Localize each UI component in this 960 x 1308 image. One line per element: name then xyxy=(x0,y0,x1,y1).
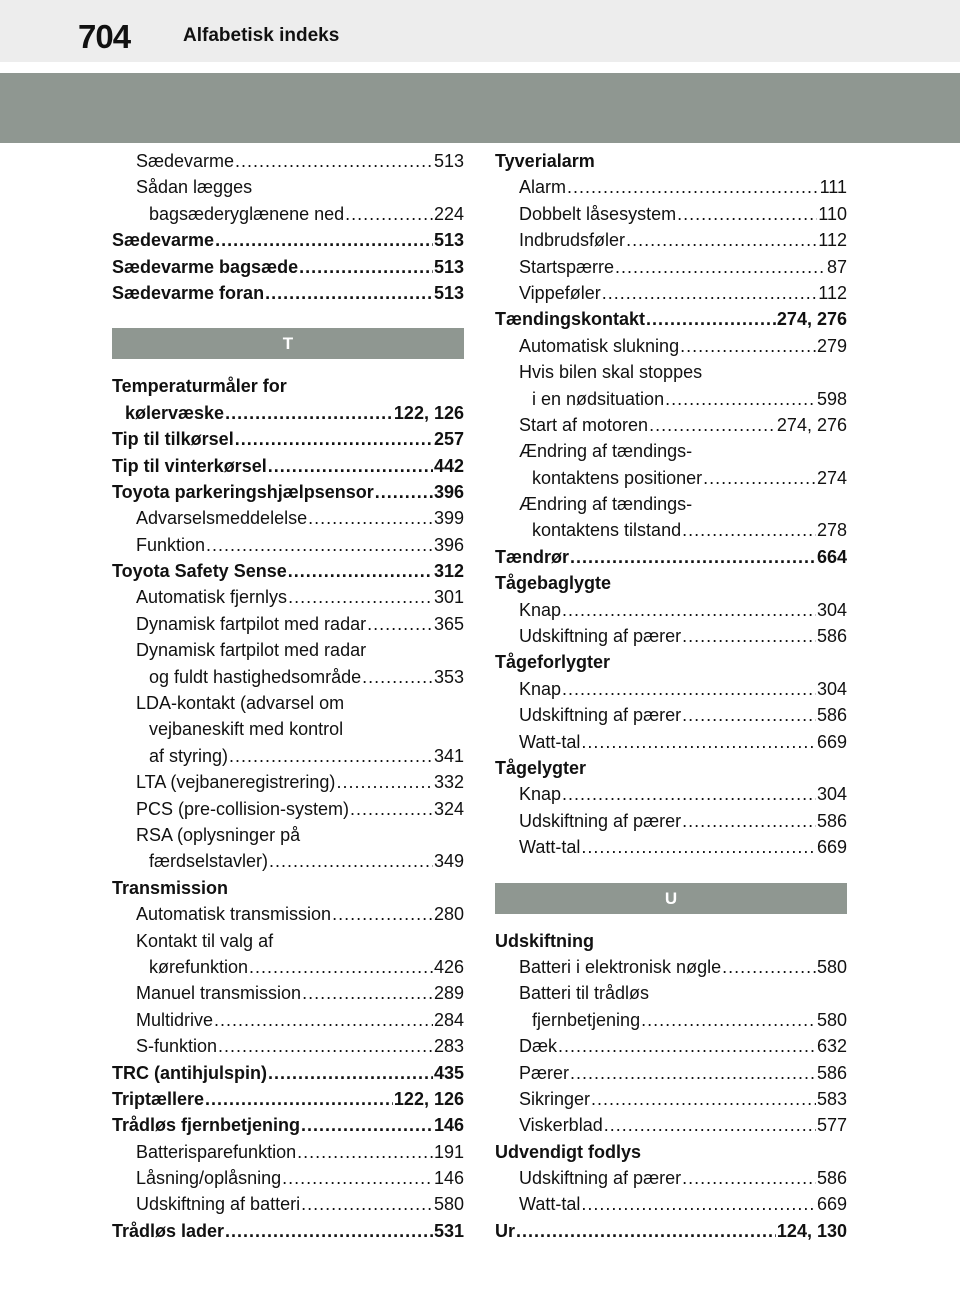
dot-leader xyxy=(562,597,816,623)
dot-leader xyxy=(302,980,433,1006)
entry-text: Tændrør xyxy=(495,546,569,567)
index-entry xyxy=(495,834,847,860)
entry-text: Automatisk fjernlys xyxy=(136,587,288,608)
index-entry xyxy=(495,597,847,623)
index-entry xyxy=(112,980,464,1006)
index-entry xyxy=(112,280,464,306)
dot-leader xyxy=(558,1033,816,1059)
dot-leader xyxy=(214,1007,433,1033)
entry-text: Watt-tal xyxy=(519,837,581,858)
entry-text: Sædevarme bagsæde xyxy=(112,256,299,277)
page-ref: 301 xyxy=(433,587,464,608)
page-ref: 279 xyxy=(816,335,847,356)
index-entry xyxy=(495,386,847,412)
page-ref: 586 xyxy=(816,1168,847,1189)
dot-leader xyxy=(680,333,816,359)
page-number: 704 xyxy=(78,18,131,55)
index-column-left xyxy=(112,148,464,1244)
entry-text: bagsæderyglænene ned xyxy=(149,203,345,224)
page-ref: 664 xyxy=(816,546,847,567)
dot-leader xyxy=(288,584,433,610)
index-heading: Ændring af tændings- xyxy=(519,494,693,515)
page-ref: 586 xyxy=(816,705,847,726)
index-entry xyxy=(495,1218,847,1244)
dot-leader xyxy=(345,201,433,227)
entry-text: Dobbelt låsesystem xyxy=(519,203,677,224)
index-entry xyxy=(112,505,464,531)
page-ref: 124, 130 xyxy=(776,1220,847,1241)
page-ref: 324 xyxy=(433,798,464,819)
index-entry xyxy=(112,664,464,690)
page-ref: 577 xyxy=(816,1115,847,1136)
page-ref: 580 xyxy=(816,1009,847,1030)
dot-leader xyxy=(703,465,816,491)
page-ref: 396 xyxy=(433,534,464,555)
dot-leader xyxy=(206,532,433,558)
entry-text: Startspærre xyxy=(519,256,615,277)
dot-leader xyxy=(336,769,433,795)
entry-text: Trådløs fjernbetjening xyxy=(112,1115,301,1136)
entry-text: Knap xyxy=(519,599,562,620)
dot-leader xyxy=(665,386,816,412)
entry-text: færdselstavler) xyxy=(149,851,269,872)
dot-leader xyxy=(602,280,818,306)
entry-text: Sædevarme foran xyxy=(112,282,265,303)
index-entry xyxy=(112,558,464,584)
dot-leader xyxy=(570,1060,816,1086)
index-entry xyxy=(495,1165,847,1191)
index-entry xyxy=(495,280,847,306)
page-ref: 426 xyxy=(433,956,464,977)
entry-text: Funktion xyxy=(136,534,206,555)
index-entry xyxy=(112,254,464,280)
page-ref: 353 xyxy=(433,666,464,687)
dot-leader xyxy=(516,1218,776,1244)
dot-leader xyxy=(641,1007,816,1033)
index-entry xyxy=(495,1060,847,1086)
dot-leader xyxy=(375,479,433,505)
dot-leader xyxy=(225,1218,433,1244)
page-ref: 289 xyxy=(433,983,464,1004)
dot-leader xyxy=(299,254,433,280)
entry-text: Toyota parkeringshjælpsensor xyxy=(112,481,374,502)
page-ref: 513 xyxy=(433,151,464,171)
dot-leader xyxy=(235,148,433,174)
dot-leader xyxy=(626,227,817,253)
entry-text: Ur xyxy=(495,1220,516,1241)
index-entry xyxy=(112,479,464,505)
index-entry xyxy=(112,426,464,452)
entry-text: Watt-tal xyxy=(519,1194,581,1215)
dot-leader xyxy=(362,664,433,690)
index-entry xyxy=(112,796,464,822)
page-ref: 274, 276 xyxy=(776,414,847,435)
dot-leader xyxy=(268,453,433,479)
entry-text: Multidrive xyxy=(136,1009,214,1030)
entry-text: Toyota Safety Sense xyxy=(112,561,287,582)
index-entry xyxy=(495,808,847,834)
index-heading: Transmission xyxy=(112,877,229,898)
dot-leader xyxy=(604,1112,816,1138)
letter-header: U xyxy=(495,883,847,914)
index-heading: Udvendigt fodlys xyxy=(495,1141,642,1162)
page-ref: 224 xyxy=(433,203,464,224)
dot-leader xyxy=(615,254,826,280)
section-gap xyxy=(112,306,464,328)
page-ref: 531 xyxy=(433,1220,464,1241)
dot-leader xyxy=(282,1165,433,1191)
index-heading: Tyverialarm xyxy=(495,151,595,171)
entry-text: fjernbetjening xyxy=(532,1009,641,1030)
dot-leader xyxy=(682,702,816,728)
page-ref: 586 xyxy=(816,810,847,831)
page-ref: 598 xyxy=(816,388,847,409)
page-ref: 580 xyxy=(816,956,847,977)
entry-text: Watt-tal xyxy=(519,731,581,752)
index-entry xyxy=(495,517,847,543)
dot-leader xyxy=(249,954,433,980)
page-ref: 399 xyxy=(433,508,464,529)
page-header xyxy=(0,0,960,62)
dot-leader xyxy=(301,1112,433,1138)
dot-leader xyxy=(562,676,816,702)
page-ref: 191 xyxy=(433,1141,464,1162)
letter-header: T xyxy=(112,328,464,359)
page-ref: 87 xyxy=(826,256,847,277)
index-entry xyxy=(495,1191,847,1217)
entry-text: Trådløs lader xyxy=(112,1220,225,1241)
entry-text: Låsning/oplåsning xyxy=(136,1168,282,1189)
section-title: Alfabetisk indeks xyxy=(183,25,340,46)
index-heading: Udskiftning xyxy=(495,930,594,951)
index-entry xyxy=(112,201,464,227)
dot-leader xyxy=(225,400,393,426)
index-entry xyxy=(112,769,464,795)
entry-text: PCS (pre-collision-system) xyxy=(136,798,350,819)
dot-leader xyxy=(350,796,433,822)
page-ref: 332 xyxy=(433,772,464,793)
dot-leader xyxy=(581,729,816,755)
page-ref: 304 xyxy=(816,599,847,620)
index-entry xyxy=(112,1007,464,1033)
dot-leader xyxy=(649,412,776,438)
entry-text: Udskiftning af pærer xyxy=(519,626,682,647)
index-heading: Tågeforlygter xyxy=(495,652,611,673)
entry-text: Knap xyxy=(519,784,562,805)
index-entry xyxy=(495,1033,847,1059)
index-entry xyxy=(112,743,464,769)
entry-text: Udskiftning af pærer xyxy=(519,1168,682,1189)
index-entry xyxy=(495,544,847,570)
dot-leader xyxy=(682,517,816,543)
page-ref: 669 xyxy=(816,731,847,752)
dot-leader xyxy=(332,901,433,927)
index-entry xyxy=(112,611,464,637)
dot-leader xyxy=(301,1191,433,1217)
entry-text: og fuldt hastighedsområde xyxy=(149,666,362,687)
page-ref: 304 xyxy=(816,784,847,805)
page-ref: 284 xyxy=(433,1009,464,1030)
index-entry xyxy=(495,702,847,728)
dot-leader xyxy=(308,505,433,531)
entry-text: kontaktens positioner xyxy=(532,467,703,488)
entry-text: S-funktion xyxy=(136,1036,218,1057)
index-entry xyxy=(112,901,464,927)
index-entry xyxy=(495,201,847,227)
dot-leader xyxy=(215,227,433,253)
index-entry xyxy=(495,412,847,438)
index-heading: Kontakt til valg af xyxy=(136,930,274,951)
index-heading: LDA-kontakt (advarsel om xyxy=(136,693,345,714)
index-entry xyxy=(112,400,464,426)
page-ref: 586 xyxy=(816,626,847,647)
index-entry xyxy=(495,227,847,253)
index-entry xyxy=(112,1112,464,1138)
index-heading: Sådan lægges xyxy=(136,177,253,198)
page-ref: 122, 126 xyxy=(393,402,464,423)
entry-text: Vippeføler xyxy=(519,282,601,303)
entry-text: Udskiftning af batteri xyxy=(136,1194,301,1215)
page-ref: 122, 126 xyxy=(393,1088,464,1109)
page-ref: 669 xyxy=(816,1194,847,1215)
index-entry xyxy=(112,453,464,479)
entry-text: Viskerblad xyxy=(519,1115,603,1136)
entry-text: Udskiftning af pærer xyxy=(519,705,682,726)
entry-text: Alarm xyxy=(519,177,567,198)
index-entry xyxy=(495,1086,847,1112)
entry-text: Automatisk transmission xyxy=(136,904,332,925)
page-ref: 513 xyxy=(433,230,464,251)
index-heading: Tågebaglygte xyxy=(495,573,612,594)
dot-leader xyxy=(682,808,816,834)
entry-text: Udskiftning af pærer xyxy=(519,810,682,831)
entry-text: Pærer xyxy=(519,1062,570,1083)
page-ref: 513 xyxy=(433,256,464,277)
index-entry xyxy=(112,1033,464,1059)
entry-text: kontaktens tilstand xyxy=(532,520,682,541)
entry-text: LTA (vejbaneregistrering) xyxy=(136,772,336,793)
entry-text: Dynamisk fartpilot med radar xyxy=(136,613,367,634)
entry-text: Automatisk slukning xyxy=(519,335,680,356)
index-entry xyxy=(495,623,847,649)
dot-leader xyxy=(268,1060,433,1086)
page-ref: 341 xyxy=(433,745,464,766)
dot-leader xyxy=(581,1191,816,1217)
entry-text: Sædevarme xyxy=(112,230,215,251)
entry-text: Knap xyxy=(519,678,562,699)
index-entry xyxy=(112,1060,464,1086)
index-heading: Tågelygter xyxy=(495,757,587,778)
dot-leader xyxy=(235,426,433,452)
index-entry xyxy=(112,1218,464,1244)
index-entry xyxy=(495,174,847,200)
index-heading: Temperaturmåler for xyxy=(112,376,287,397)
dot-leader xyxy=(218,1033,433,1059)
page-ref: 669 xyxy=(816,837,847,858)
page-ref: 583 xyxy=(816,1088,847,1109)
index-column-right xyxy=(495,148,847,1244)
page-ref: 146 xyxy=(433,1168,464,1189)
page-ref: 304 xyxy=(816,678,847,699)
entry-text: Sædevarme xyxy=(136,151,235,171)
page-ref: 112 xyxy=(818,282,847,303)
page-ref: 146 xyxy=(433,1115,464,1136)
entry-text: Dæk xyxy=(519,1036,558,1057)
page-ref: 283 xyxy=(433,1036,464,1057)
page-ref: 632 xyxy=(816,1036,847,1057)
dot-leader xyxy=(682,623,816,649)
index-heading: vejbaneskift med kontrol xyxy=(149,719,344,740)
page-ref: 274, 276 xyxy=(776,309,847,330)
page-ref: 580 xyxy=(433,1194,464,1215)
index-entry xyxy=(495,954,847,980)
entry-text: i en nødsituation xyxy=(532,388,665,409)
index-entry xyxy=(495,729,847,755)
entry-text: Tændingskontakt xyxy=(495,309,646,330)
entry-text: kølervæske xyxy=(125,402,225,423)
page-ref: 513 xyxy=(433,282,464,303)
page-ref: 257 xyxy=(433,429,464,450)
entry-text: Tip til tilkørsel xyxy=(112,429,234,450)
page-ref: 112 xyxy=(818,230,847,251)
dot-leader xyxy=(567,174,819,200)
page-ref: 396 xyxy=(433,481,464,502)
index-entry xyxy=(112,532,464,558)
dot-leader xyxy=(677,201,817,227)
entry-text: Start af motoren xyxy=(519,414,649,435)
dot-leader xyxy=(265,280,433,306)
page-ref: 365 xyxy=(433,613,464,634)
index-heading: Batteri til trådløs xyxy=(519,983,650,1004)
dot-leader xyxy=(722,954,816,980)
page-ref: 280 xyxy=(433,904,464,925)
page-ref: 312 xyxy=(433,561,464,582)
section-gap xyxy=(495,861,847,883)
entry-text: Sikringer xyxy=(519,1088,591,1109)
index-entry xyxy=(112,848,464,874)
index-heading: Ændring af tændings- xyxy=(519,441,693,462)
page-ref: 435 xyxy=(433,1062,464,1083)
entry-text: TRC (antihjulspin) xyxy=(112,1062,267,1083)
dot-leader xyxy=(297,1139,433,1165)
index-entry xyxy=(112,1086,464,1112)
index-entry xyxy=(495,676,847,702)
index-heading: Hvis bilen skal stoppes xyxy=(519,362,703,383)
dot-leader xyxy=(591,1086,816,1112)
index-entry xyxy=(495,254,847,280)
index-heading: Dynamisk fartpilot med radar xyxy=(136,640,367,661)
dot-leader xyxy=(682,1165,816,1191)
dot-leader xyxy=(646,306,776,332)
page-ref: 442 xyxy=(433,455,464,476)
index-entry xyxy=(112,1165,464,1191)
dot-leader xyxy=(269,848,433,874)
index-heading: RSA (oplysninger på xyxy=(136,824,301,845)
dot-leader xyxy=(205,1086,393,1112)
index-entry xyxy=(495,306,847,332)
index-entry xyxy=(112,954,464,980)
page-ref: 274 xyxy=(816,467,847,488)
index-entry xyxy=(112,584,464,610)
page-ref: 110 xyxy=(818,203,847,224)
entry-text: Batteri i elektronisk nøgle xyxy=(519,956,722,977)
index-entry xyxy=(495,781,847,807)
entry-text: Indbrudsføler xyxy=(519,230,626,251)
entry-text: Batterisparefunktion xyxy=(136,1141,297,1162)
dot-leader xyxy=(288,558,433,584)
entry-text: Tip til vinterkørsel xyxy=(112,455,267,476)
dot-leader xyxy=(570,544,816,570)
entry-text: af styring) xyxy=(149,745,229,766)
dot-leader xyxy=(562,781,816,807)
index-entry xyxy=(495,333,847,359)
entry-text: Advarselsmeddelelse xyxy=(136,508,308,529)
index-entry xyxy=(112,1139,464,1165)
entry-text: kørefunktion xyxy=(149,956,249,977)
index-entry xyxy=(495,465,847,491)
index-entry xyxy=(112,227,464,253)
index-entry xyxy=(495,1007,847,1033)
page-ref: 111 xyxy=(819,177,847,198)
entry-text: Triptællere xyxy=(112,1088,205,1109)
index-entry xyxy=(112,148,464,174)
header-banner xyxy=(0,73,960,143)
dot-leader xyxy=(229,743,433,769)
dot-leader xyxy=(581,834,816,860)
entry-text: Manuel transmission xyxy=(136,983,302,1004)
page-ref: 349 xyxy=(433,851,464,872)
page-ref: 586 xyxy=(816,1062,847,1083)
dot-leader xyxy=(367,611,433,637)
index-entry xyxy=(112,1191,464,1217)
index-entry xyxy=(495,1112,847,1138)
page-ref: 278 xyxy=(816,520,847,541)
